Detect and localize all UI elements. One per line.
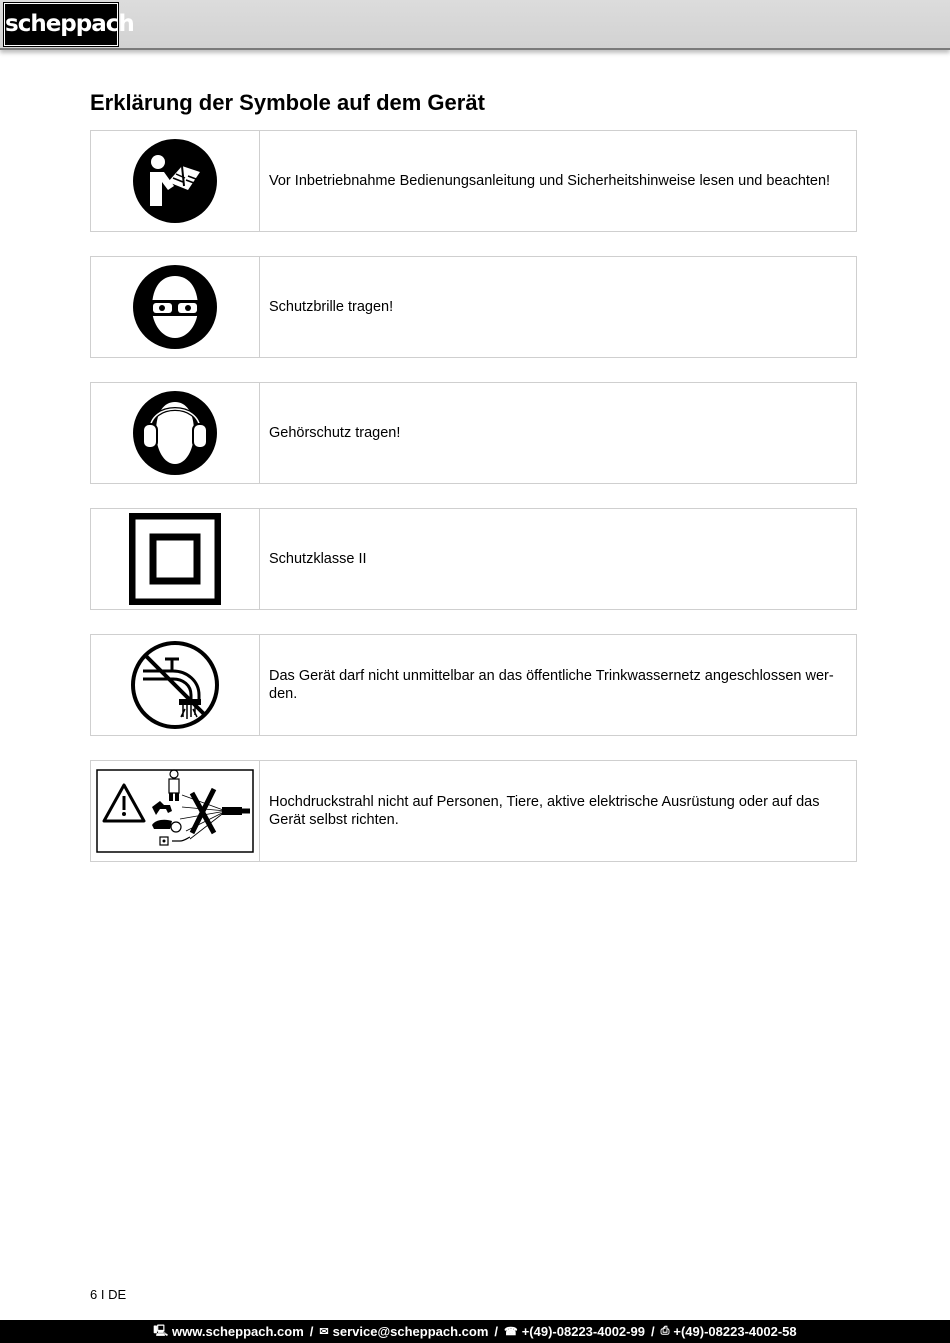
symbol-cell <box>91 131 260 231</box>
symbol-cell <box>91 761 260 861</box>
symbol-row <box>90 382 857 484</box>
footer-fax: +(49)-08223-4002-58 <box>673 1324 797 1339</box>
symbol-description: Das Gerät darf nicht unmittelbar an das öffentliche Trinkwassernetz angeschlossen wer-den. <box>269 668 834 702</box>
header-bar <box>0 0 950 50</box>
symbol-description: Schutzklasse II <box>269 551 367 567</box>
fax-icon: ⎙ <box>660 1325 670 1337</box>
footer-separator: / <box>494 1324 499 1339</box>
symbol-row <box>90 760 857 862</box>
scheppach-logo: scheppach <box>4 3 118 46</box>
symbol-description: Hochdruckstrahl nicht auf Personen, Tiere, aktive elektrische Ausrüstung oder auf das Gerät selbst richten. <box>269 794 820 828</box>
footer-phone: +(49)-08223-4002-99 <box>521 1324 645 1339</box>
high-pressure-jet-warning-icon <box>96 769 254 853</box>
symbol-description: Gehörschutz tragen! <box>269 425 401 441</box>
page-number: 6 I DE <box>90 1287 127 1302</box>
safety-goggles-icon <box>132 264 218 350</box>
symbol-row <box>90 256 857 358</box>
symbol-description: Schutzbrille tragen! <box>269 299 394 315</box>
ear-protection-icon <box>132 390 218 476</box>
symbol-cell <box>91 383 260 483</box>
footer-separator: / <box>650 1324 655 1339</box>
symbol-description: Vor Inbetriebnahme Bedienungsanleitung und Sicherheitshinweise lesen und beachten! <box>269 173 831 189</box>
no-drinking-water-connection-icon <box>129 639 221 731</box>
symbol-cell <box>91 509 260 609</box>
read-manual-icon <box>132 138 218 224</box>
footer-bar <box>0 1320 950 1343</box>
symbol-row <box>90 508 857 610</box>
symbol-cell <box>91 257 260 357</box>
footer-website[interactable]: www.scheppach.com <box>172 1324 304 1339</box>
symbol-cell <box>91 635 260 735</box>
symbol-row <box>90 634 857 736</box>
page-title: Erklärung der Symbole auf dem Gerät <box>90 90 485 115</box>
protection-class-ii-icon <box>129 513 221 605</box>
phone-icon: ☎ <box>504 1326 518 1338</box>
footer-email[interactable]: service@scheppach.com <box>332 1324 489 1339</box>
email-icon: ✉ <box>319 1326 329 1338</box>
computer-icon: 🖳 <box>153 1325 169 1337</box>
symbol-row <box>90 130 857 232</box>
footer-separator: / <box>309 1324 314 1339</box>
